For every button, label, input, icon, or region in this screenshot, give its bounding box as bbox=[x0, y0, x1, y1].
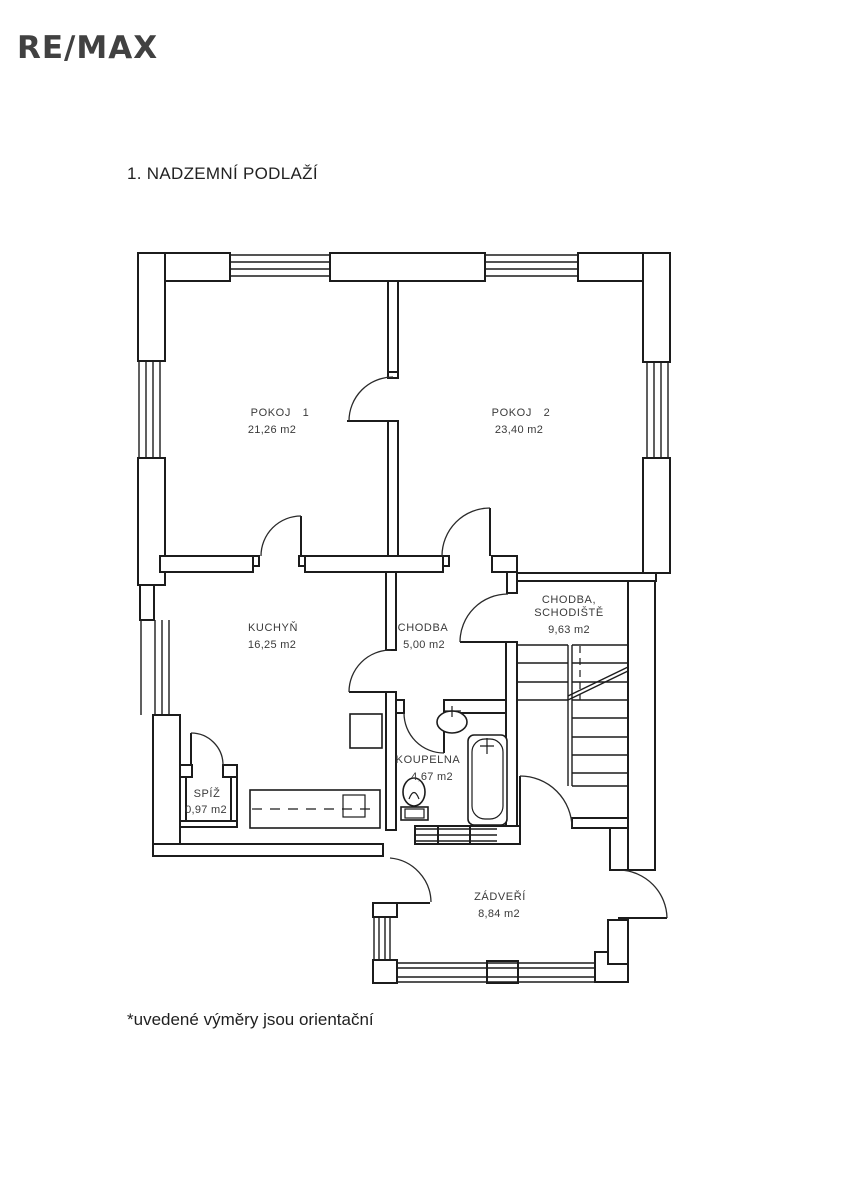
area-pokoj2: 23,40 m2 bbox=[494, 424, 544, 436]
door-kitchen-zadveri bbox=[378, 858, 431, 903]
area-koupelna: 4,67 m2 bbox=[411, 771, 453, 783]
kitchen-stove bbox=[350, 714, 382, 748]
window-right-pokoj2 bbox=[647, 362, 668, 458]
label-spiz: SPÍŽ bbox=[193, 788, 221, 800]
door-pokoj2 bbox=[442, 508, 490, 556]
door-kitchen bbox=[349, 650, 391, 692]
window-top-left bbox=[230, 255, 330, 276]
label-zadveri: ZÁDVEŘÍ bbox=[474, 891, 526, 903]
label-chodba-schodiste-2: SCHODIŠTĚ bbox=[534, 607, 604, 619]
door-entrance bbox=[618, 870, 667, 918]
page-title: 1. NADZEMNÍ PODLAŽÍ bbox=[127, 164, 318, 183]
label-pokoj1: POKOJ 1 bbox=[250, 407, 310, 419]
door-chodba-schodiste bbox=[460, 594, 508, 642]
area-kuchyn: 16,25 m2 bbox=[247, 639, 297, 651]
window-left-pokoj1 bbox=[139, 361, 160, 458]
window-top-right bbox=[485, 255, 578, 276]
window-left-kitchen bbox=[141, 620, 169, 715]
kitchen-fixtures bbox=[250, 714, 382, 828]
area-zadveri: 8,84 m2 bbox=[478, 908, 520, 920]
area-spiz: 0,97 m2 bbox=[185, 804, 227, 816]
label-chodba: CHODBA bbox=[397, 622, 449, 634]
footnote: *uvedené výměry jsou orientační bbox=[127, 1010, 374, 1029]
label-koupelna: KOUPELNA bbox=[395, 754, 461, 766]
door-schodiste-zadveri bbox=[520, 776, 572, 828]
door-pokoj1 bbox=[261, 516, 301, 556]
door-spiz bbox=[191, 733, 223, 765]
label-pokoj2: POKOJ 2 bbox=[491, 407, 551, 419]
area-pokoj1: 21,26 m2 bbox=[247, 424, 297, 436]
window-zadveri-west bbox=[374, 917, 390, 960]
area-chodba: 5,00 m2 bbox=[403, 639, 445, 651]
label-kuchyn: KUCHYŇ bbox=[247, 622, 299, 634]
staircase bbox=[517, 645, 628, 786]
area-chodba-schodiste: 9,63 m2 bbox=[548, 624, 590, 636]
door-pokoj1-pokoj2 bbox=[347, 377, 393, 421]
label-chodba-schodiste-1: CHODBA, bbox=[541, 594, 597, 606]
remax-logo: RE/MAX bbox=[17, 30, 159, 66]
stair-direction-line bbox=[568, 667, 628, 700]
